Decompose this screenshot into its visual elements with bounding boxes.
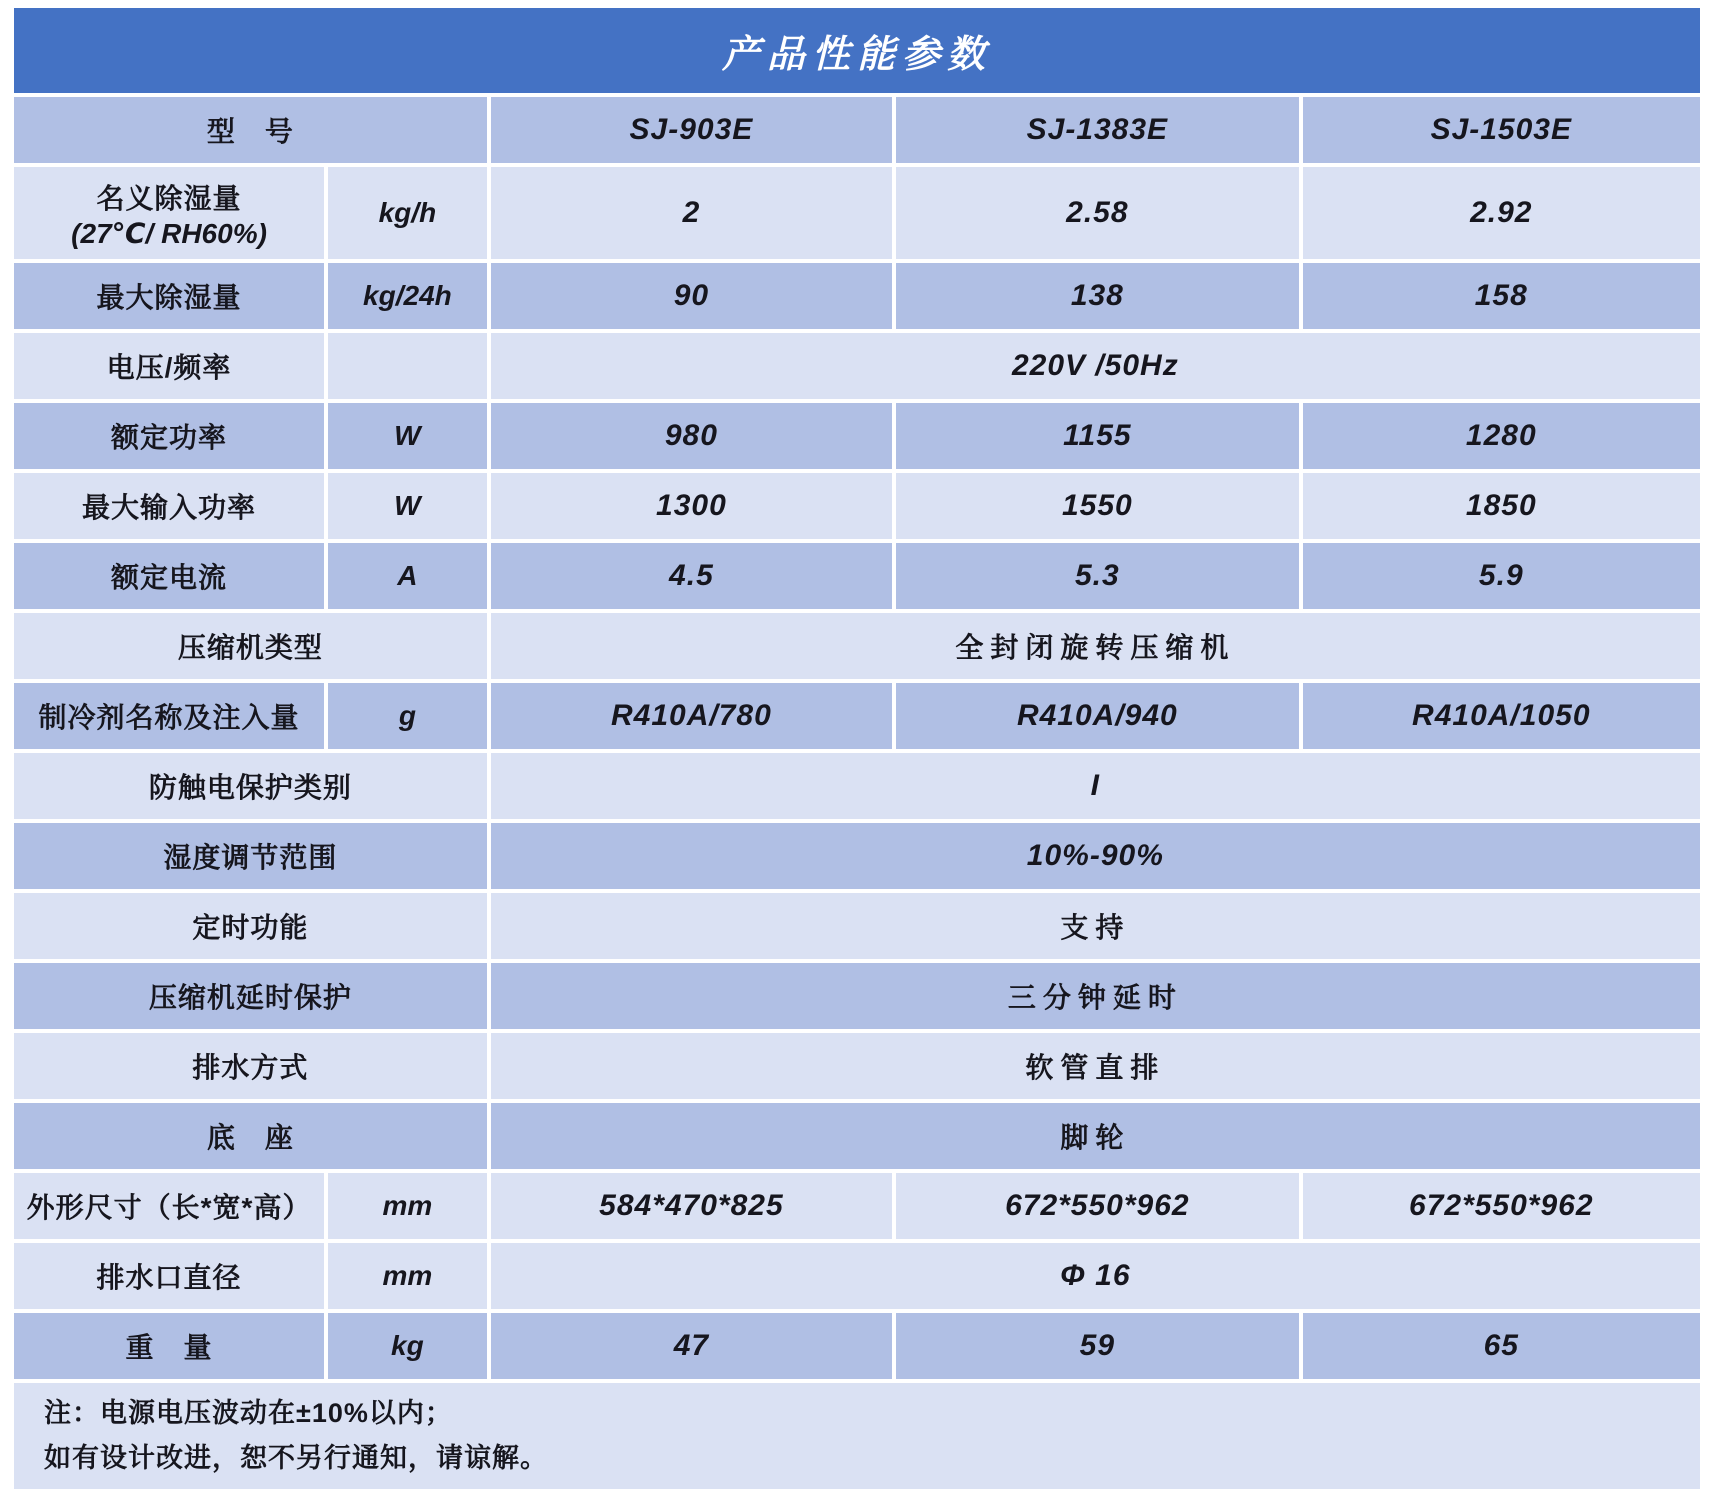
spec-label: 定时功能 xyxy=(14,893,487,959)
page-title: 产品性能参数 xyxy=(721,34,992,76)
table-row-compressor-delay xyxy=(14,963,1700,1029)
spec-value: 1155 xyxy=(896,403,1298,469)
spec-table xyxy=(10,93,1704,1493)
spec-value: R410A/780 xyxy=(491,683,892,749)
table-row-max-dehumidify xyxy=(14,263,1700,329)
table-row-drain-method xyxy=(14,1033,1700,1099)
spec-label: 压缩机延时保护 xyxy=(14,963,487,1029)
spec-label: 最大输入功率 xyxy=(14,473,324,539)
spec-unit: W xyxy=(328,473,487,539)
table-title-bar xyxy=(14,8,1700,93)
spec-label: 外形尺寸（长*宽*高） xyxy=(14,1173,324,1239)
spec-unit: A xyxy=(328,543,487,609)
spec-label: 电压/频率 xyxy=(14,333,324,399)
spec-value: 2.92 xyxy=(1303,167,1700,259)
spec-unit: kg xyxy=(328,1313,487,1379)
spec-unit: W xyxy=(328,403,487,469)
spec-value: 65 xyxy=(1303,1313,1700,1379)
spec-unit: kg/24h xyxy=(328,263,487,329)
spec-unit xyxy=(328,333,487,399)
model-name: SJ-1383E xyxy=(896,97,1298,163)
spec-value: 5.9 xyxy=(1303,543,1700,609)
spec-value: 2 xyxy=(491,167,892,259)
spec-value-merged: I xyxy=(491,753,1700,819)
spec-value: 980 xyxy=(491,403,892,469)
spec-label-line1: 名义除湿量 xyxy=(96,182,242,214)
spec-value-merged: 软管直排 xyxy=(491,1033,1700,1099)
spec-value: 47 xyxy=(491,1313,892,1379)
table-row-weight xyxy=(14,1313,1700,1379)
spec-label: 压缩机类型 xyxy=(14,613,487,679)
spec-label: 额定功率 xyxy=(14,403,324,469)
spec-value: 1300 xyxy=(491,473,892,539)
spec-value: 584*470*825 xyxy=(491,1173,892,1239)
spec-value: 4.5 xyxy=(491,543,892,609)
spec-label: 型 号 xyxy=(14,97,487,163)
note-cell xyxy=(14,1383,1700,1489)
table-row-model xyxy=(14,97,1700,163)
spec-label: 防触电保护类别 xyxy=(14,753,487,819)
table-row-voltage-frequency xyxy=(14,333,1700,399)
spec-label: 排水方式 xyxy=(14,1033,487,1099)
spec-value: R410A/1050 xyxy=(1303,683,1700,749)
spec-value: 1280 xyxy=(1303,403,1700,469)
spec-label xyxy=(14,167,324,259)
table-row-humidity-range xyxy=(14,823,1700,889)
table-row-base xyxy=(14,1103,1700,1169)
spec-unit: kg/h xyxy=(328,167,487,259)
spec-value: 672*550*962 xyxy=(1303,1173,1700,1239)
table-row-dimensions xyxy=(14,1173,1700,1239)
model-name: SJ-903E xyxy=(491,97,892,163)
spec-value: 5.3 xyxy=(896,543,1298,609)
spec-label-line2: (27℃/ RH60%) xyxy=(71,217,267,249)
spec-label: 排水口直径 xyxy=(14,1243,324,1309)
spec-unit: mm xyxy=(328,1173,487,1239)
spec-label: 制冷剂名称及注入量 xyxy=(14,683,324,749)
spec-label: 额定电流 xyxy=(14,543,324,609)
table-row-compressor-type xyxy=(14,613,1700,679)
spec-value: 1850 xyxy=(1303,473,1700,539)
spec-value: 2.58 xyxy=(896,167,1298,259)
table-row-timer-function xyxy=(14,893,1700,959)
table-row-rated-current xyxy=(14,543,1700,609)
spec-label: 重 量 xyxy=(14,1313,324,1379)
spec-value-merged: 三分钟延时 xyxy=(491,963,1700,1029)
spec-value: 59 xyxy=(896,1313,1298,1379)
spec-value: 672*550*962 xyxy=(896,1173,1298,1239)
spec-value-merged: 220V /50Hz xyxy=(491,333,1700,399)
table-row-drain-diameter xyxy=(14,1243,1700,1309)
spec-label: 底 座 xyxy=(14,1103,487,1169)
table-row-max-input-power xyxy=(14,473,1700,539)
model-name: SJ-1503E xyxy=(1303,97,1700,163)
spec-value-merged: 10%-90% xyxy=(491,823,1700,889)
table-row-rated-power xyxy=(14,403,1700,469)
spec-value: 1550 xyxy=(896,473,1298,539)
spec-value: 90 xyxy=(491,263,892,329)
spec-unit: mm xyxy=(328,1243,487,1309)
spec-value-merged: 支持 xyxy=(491,893,1700,959)
spec-value: 158 xyxy=(1303,263,1700,329)
note-line1: 注：电源电压波动在±10%以内； xyxy=(44,1398,453,1429)
spec-value: 138 xyxy=(896,263,1298,329)
spec-value-merged: Φ 16 xyxy=(491,1243,1700,1309)
table-row-note xyxy=(14,1383,1700,1489)
note-line2: 如有设计改进，恕不另行通知，请谅解。 xyxy=(44,1443,548,1473)
spec-value-merged: 脚轮 xyxy=(491,1103,1700,1169)
spec-value-merged: 全封闭旋转压缩机 xyxy=(491,613,1700,679)
spec-label: 最大除湿量 xyxy=(14,263,324,329)
spec-value: R410A/940 xyxy=(896,683,1298,749)
table-row-nominal-dehumidify xyxy=(14,167,1700,259)
spec-label: 湿度调节范围 xyxy=(14,823,487,889)
table-row-shock-protection-class xyxy=(14,753,1700,819)
spec-unit: g xyxy=(328,683,487,749)
table-row-refrigerant xyxy=(14,683,1700,749)
